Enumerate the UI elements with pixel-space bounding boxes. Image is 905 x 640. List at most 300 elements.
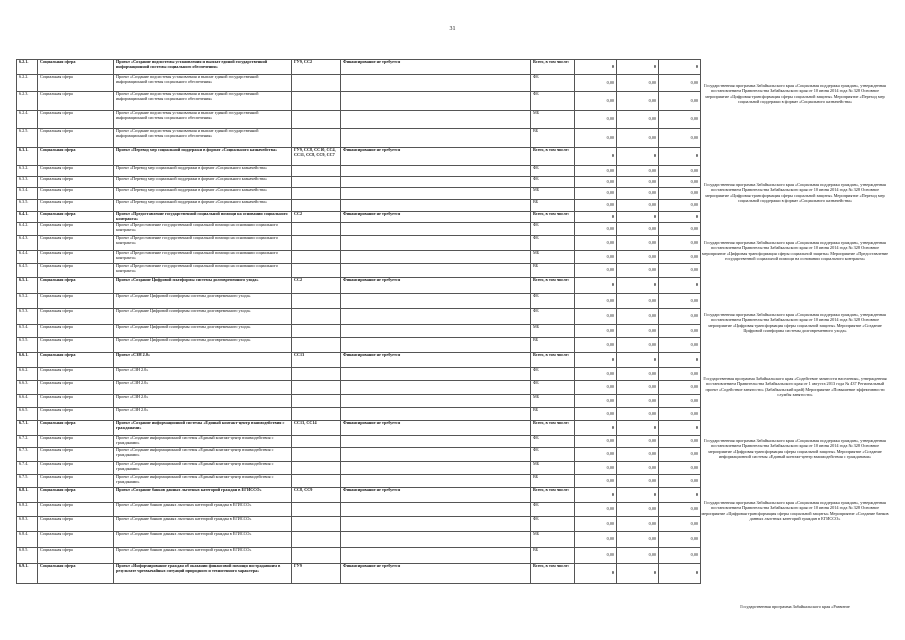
- table-row: [17, 338, 701, 353]
- sphere-cell: Социальная сфера: [38, 200, 114, 212]
- project-cell: Проект «Информирование граждан об оказании финансовой помощи пострадавшим в результате чрезвычайных ситуаций природного и техногенного характера»: [114, 564, 292, 584]
- code-cell: ГУ9, СС2: [292, 60, 341, 75]
- value-cell-2: 0,00: [617, 75, 659, 92]
- sphere-cell: Социальная сфера: [38, 166, 114, 177]
- sphere-cell: Социальная сфера: [38, 503, 114, 517]
- value-cell-1: 0,00: [575, 251, 617, 264]
- value-cell-3: 0,00: [659, 177, 701, 188]
- financing-cell: Финансирование не требуется: [341, 278, 531, 294]
- project-cell: Проект «СЗН 2.0»: [114, 381, 292, 395]
- financing-cell: [341, 368, 531, 381]
- source-cell: ВБ: [531, 475, 575, 488]
- table-row: [17, 325, 701, 338]
- project-cell: Проект «Создание Цифровой платформы системы долговременного ухода»: [114, 278, 292, 294]
- value-cell-2: 0,00: [617, 188, 659, 200]
- project-cell: Проект «Предоставление государственной социальной помощи на основании социального контракта»: [114, 236, 292, 251]
- row-number: 6.4.2.: [17, 223, 38, 236]
- financing-cell: Финансирование не требуется: [341, 353, 531, 368]
- row-number: 6.2.2.: [17, 75, 38, 92]
- value-cell-2: 0,00: [617, 503, 659, 517]
- value-cell-1: 0,00: [575, 188, 617, 200]
- value-cell-1: 0,00: [575, 448, 617, 462]
- financing-cell: [341, 177, 531, 188]
- value-cell-1: 0: [575, 564, 617, 584]
- row-number: 6.8.3.: [17, 517, 38, 532]
- value-cell-1: 0: [575, 148, 617, 166]
- financing-cell: [341, 548, 531, 564]
- table-row: [17, 166, 701, 177]
- value-cell-3: 0,00: [659, 338, 701, 353]
- value-cell-2: 0,00: [617, 111, 659, 129]
- value-cell-3: 0,00: [659, 436, 701, 448]
- table-row: [17, 488, 701, 503]
- source-cell: ФБ: [531, 436, 575, 448]
- value-cell-1: 0,00: [575, 92, 617, 111]
- program-description: Государственная программа Забайкальского края «Социальная поддержка граждан», утвержденная постановлением Правительства Забайкальского края от 10 июня 2014 года № 328 Основное мероприятие «Цифровая трансформация сферы социальной защиты» Мероприятие «Создание банков данных льготных категорий граждан в ЕГИССО»: [701, 500, 889, 521]
- project-cell: Проект «Создание банков данных льготных категорий граждан в ЕГИССО»: [114, 517, 292, 532]
- financing-cell: [341, 338, 531, 353]
- financing-cell: [341, 503, 531, 517]
- source-cell: ВБ: [531, 408, 575, 421]
- project-cell: Проект «Предоставление государственной социальной помощи на основании социального контракта»: [114, 212, 292, 223]
- sphere-cell: Социальная сфера: [38, 475, 114, 488]
- financing-cell: [341, 75, 531, 92]
- sphere-cell: Социальная сфера: [38, 148, 114, 166]
- value-cell-3: 0,00: [659, 251, 701, 264]
- code-cell: [292, 92, 341, 111]
- financing-cell: [341, 475, 531, 488]
- page-number: 31: [449, 26, 456, 32]
- source-cell: ФБ: [531, 75, 575, 92]
- code-cell: СС13: [292, 353, 341, 368]
- code-cell: СС8, СС9: [292, 488, 341, 503]
- sphere-cell: Социальная сфера: [38, 309, 114, 325]
- value-cell-1: 0,00: [575, 381, 617, 395]
- code-cell: [292, 75, 341, 92]
- code-cell: [292, 462, 341, 475]
- program-description: Государственная программа Забайкальского края «Социальная поддержка граждан», утвержденная постановлением Правительства Забайкальского края от 10 июня 2014 года № 328 Основное мероприятие «Цифровая трансформация сферы социальной защиты» Мероприятие «Переход мер социальной поддержки в формат «Социального казначейства»: [704, 83, 886, 104]
- project-cell: Проект «Создание банков данных льготных категорий граждан в ЕГИССО»: [114, 532, 292, 548]
- sphere-cell: Социальная сфера: [38, 92, 114, 111]
- sphere-cell: Социальная сфера: [38, 368, 114, 381]
- row-number: 6.5.3.: [17, 309, 38, 325]
- value-cell-2: 0: [617, 148, 659, 166]
- value-cell-2: 0,00: [617, 264, 659, 278]
- value-cell-1: 0,00: [575, 294, 617, 309]
- row-number: 6.4.1.: [17, 212, 38, 223]
- project-cell: Проект «СЗН 2.0»: [114, 395, 292, 408]
- source-cell: ФБ: [531, 294, 575, 309]
- financing-cell: [341, 223, 531, 236]
- financing-cell: [341, 200, 531, 212]
- table-row: [17, 188, 701, 200]
- financing-cell: [341, 448, 531, 462]
- value-cell-1: 0,00: [575, 111, 617, 129]
- sphere-cell: Социальная сфера: [38, 381, 114, 395]
- value-cell-1: 0: [575, 421, 617, 436]
- financing-cell: [341, 408, 531, 421]
- table-row: [17, 92, 701, 111]
- code-cell: [292, 436, 341, 448]
- row-number: 6.4.3.: [17, 236, 38, 251]
- code-cell: [292, 503, 341, 517]
- value-cell-2: 0,00: [617, 129, 659, 148]
- code-cell: [292, 395, 341, 408]
- sphere-cell: Социальная сфера: [38, 462, 114, 475]
- value-cell-1: 0,00: [575, 436, 617, 448]
- row-number: 6.3.5.: [17, 200, 38, 212]
- project-cell: Проект «Создание информационной системы «Единый контакт-центр взаимодействия с гражданами»: [114, 462, 292, 475]
- value-cell-3: 0,00: [659, 111, 701, 129]
- program-description: Государственная программа Забайкальского края «Социальная поддержка граждан», утвержденная постановлением Правительства Забайкальского края от 10 июня 2014 года № 328 Основное мероприятие «Цифровая трансформация сферы социальной защиты» Мероприятие «Переход мер социальной поддержки в формат «Социального казначейства»: [704, 182, 886, 203]
- value-cell-1: 0: [575, 212, 617, 223]
- sphere-cell: Социальная сфера: [38, 421, 114, 436]
- table-row: [17, 548, 701, 564]
- code-cell: [292, 517, 341, 532]
- value-cell-2: 0,00: [617, 395, 659, 408]
- table-row: [17, 75, 701, 92]
- value-cell-1: 0: [575, 60, 617, 75]
- table-row: [17, 475, 701, 488]
- code-cell: [292, 448, 341, 462]
- row-number: 6.5.2.: [17, 294, 38, 309]
- value-cell-3: 0,00: [659, 475, 701, 488]
- value-cell-1: 0,00: [575, 548, 617, 564]
- value-cell-3: 0: [659, 353, 701, 368]
- sphere-cell: Социальная сфера: [38, 264, 114, 278]
- code-cell: ГУ9, СС8, СС10, СС4, СС11, СС8, СС9, СС7: [292, 148, 341, 166]
- value-cell-2: 0: [617, 278, 659, 294]
- value-cell-3: 0,00: [659, 75, 701, 92]
- value-cell-3: 0,00: [659, 368, 701, 381]
- table-row: [17, 278, 701, 294]
- source-cell: ВБ: [531, 200, 575, 212]
- row-number: 6.3.2.: [17, 166, 38, 177]
- table-row: [17, 309, 701, 325]
- value-cell-3: 0,00: [659, 408, 701, 421]
- value-cell-1: 0,00: [575, 338, 617, 353]
- table-row: [17, 251, 701, 264]
- row-number: 6.9.1.: [17, 564, 38, 584]
- value-cell-1: 0,00: [575, 129, 617, 148]
- code-cell: [292, 338, 341, 353]
- sphere-cell: Социальная сфера: [38, 564, 114, 584]
- row-number: 6.6.3.: [17, 381, 38, 395]
- row-number: 6.2.5.: [17, 129, 38, 148]
- row-number: 6.2.1.: [17, 60, 38, 75]
- source-cell: Всего, в том числе:: [531, 488, 575, 503]
- code-cell: СС13, СС14: [292, 421, 341, 436]
- table-row: [17, 503, 701, 517]
- value-cell-3: 0,00: [659, 188, 701, 200]
- financing-cell: [341, 436, 531, 448]
- sphere-cell: Социальная сфера: [38, 251, 114, 264]
- table-row: [17, 264, 701, 278]
- financing-cell: Финансирование не требуется: [341, 148, 531, 166]
- table-row: [17, 236, 701, 251]
- source-cell: МБ: [531, 462, 575, 475]
- source-cell: ФБ: [531, 177, 575, 188]
- row-number: 6.2.4.: [17, 111, 38, 129]
- value-cell-1: 0,00: [575, 200, 617, 212]
- source-cell: ВБ: [531, 338, 575, 353]
- code-cell: [292, 475, 341, 488]
- code-cell: [292, 129, 341, 148]
- source-cell: ФБ: [531, 92, 575, 111]
- table-row: [17, 148, 701, 166]
- value-cell-3: 0,00: [659, 548, 701, 564]
- source-cell: МБ: [531, 325, 575, 338]
- value-cell-3: 0,00: [659, 462, 701, 475]
- project-cell: Проект «СЗН 2.0»: [114, 368, 292, 381]
- source-cell: МБ: [531, 111, 575, 129]
- value-cell-1: 0,00: [575, 408, 617, 421]
- row-number: 6.7.5.: [17, 475, 38, 488]
- value-cell-1: 0,00: [575, 309, 617, 325]
- table-row: [17, 564, 701, 584]
- row-number: 6.7.1.: [17, 421, 38, 436]
- source-cell: Всего, в том числе:: [531, 421, 575, 436]
- value-cell-2: 0,00: [617, 223, 659, 236]
- row-number: 6.5.1.: [17, 278, 38, 294]
- program-description: Государственная программа Забайкальского края «Содействие занятости населения», утвержденная постановлением Правительства Забайкальского края от 1 августа 2013 года № 437 Региональный проект «Содействие занятости» (Забайкальский край) Мероприятие «Повышение эффективности службы занятости»: [703, 376, 887, 397]
- project-cell: Проект «Создание информационной системы «Единый контакт-центр взаимодействия с гражданами»: [114, 475, 292, 488]
- table-row: [17, 381, 701, 395]
- source-cell: ФБ: [531, 381, 575, 395]
- sphere-cell: Социальная сфера: [38, 395, 114, 408]
- code-cell: [292, 177, 341, 188]
- value-cell-2: 0,00: [617, 166, 659, 177]
- value-cell-3: 0,00: [659, 200, 701, 212]
- sphere-cell: Социальная сфера: [38, 488, 114, 503]
- value-cell-3: 0,00: [659, 294, 701, 309]
- source-cell: ВБ: [531, 548, 575, 564]
- project-cell: Проект «Создание банков данных льготных категорий граждан в ЕГИССО»: [114, 488, 292, 503]
- project-cell: Проект «Создание информационной системы «Единый контакт-центр взаимодействия с гражданами»: [114, 436, 292, 448]
- value-cell-1: 0,00: [575, 395, 617, 408]
- value-cell-3: 0: [659, 421, 701, 436]
- program-description: Государственная программа Забайкальского края «Развитие: [740, 604, 850, 609]
- table-row: [17, 212, 701, 223]
- source-cell: МБ: [531, 188, 575, 200]
- project-cell: Проект «Перевод мер социальной поддержки в формат «Социального казначейства»: [114, 200, 292, 212]
- code-cell: [292, 223, 341, 236]
- value-cell-1: 0,00: [575, 325, 617, 338]
- table-body: [17, 60, 701, 584]
- value-cell-3: 0,00: [659, 223, 701, 236]
- value-cell-3: 0,00: [659, 503, 701, 517]
- row-number: 6.8.4.: [17, 532, 38, 548]
- value-cell-1: 0,00: [575, 517, 617, 532]
- sphere-cell: Социальная сфера: [38, 177, 114, 188]
- program-description: Государственная программа Забайкальского края «Социальная поддержка граждан», утвержденная постановлением Правительства Забайкальского края от 10 июня 2014 года № 328 Основное мероприятие «Цифровая трансформация сферы социальной защиты» Мероприятие «Создание информационной системы «Единый контакт-центр взаимодействия с гражданами»: [704, 438, 886, 459]
- value-cell-2: 0,00: [617, 517, 659, 532]
- row-number: 6.8.2.: [17, 503, 38, 517]
- sphere-cell: Социальная сфера: [38, 223, 114, 236]
- row-number: 6.7.4.: [17, 462, 38, 475]
- financing-cell: [341, 92, 531, 111]
- financing-cell: Финансирование не требуется: [341, 488, 531, 503]
- project-cell: Проект «Предоставление государственной социальной помощи на основании социального контракта»: [114, 223, 292, 236]
- value-cell-2: 0,00: [617, 251, 659, 264]
- value-cell-1: 0: [575, 278, 617, 294]
- sphere-cell: Социальная сфера: [38, 212, 114, 223]
- financing-cell: [341, 325, 531, 338]
- value-cell-1: 0,00: [575, 166, 617, 177]
- project-cell: Проект «Предоставление государственной социальной помощи на основании социального контракта»: [114, 264, 292, 278]
- source-cell: Всего, в том числе:: [531, 564, 575, 584]
- code-cell: [292, 188, 341, 200]
- value-cell-1: 0,00: [575, 532, 617, 548]
- value-cell-3: 0,00: [659, 532, 701, 548]
- table-row: [17, 129, 701, 148]
- value-cell-2: 0,00: [617, 325, 659, 338]
- sphere-cell: Социальная сфера: [38, 236, 114, 251]
- table-row: [17, 408, 701, 421]
- project-cell: Проект «Создание подсистемы установления и выплат единой государственной информационной системы социального обеспечения»: [114, 111, 292, 129]
- value-cell-2: 0,00: [617, 475, 659, 488]
- table-row: [17, 395, 701, 408]
- financing-cell: Финансирование не требуется: [341, 564, 531, 584]
- row-number: 6.7.2.: [17, 436, 38, 448]
- value-cell-3: 0,00: [659, 264, 701, 278]
- project-cell: Проект «СЗН 2.0»: [114, 408, 292, 421]
- financing-cell: [341, 111, 531, 129]
- financing-cell: [341, 309, 531, 325]
- source-cell: ФБ: [531, 517, 575, 532]
- source-cell: ВБ: [531, 129, 575, 148]
- source-cell: ФБ: [531, 309, 575, 325]
- row-number: 6.7.3.: [17, 448, 38, 462]
- row-number: 6.8.1.: [17, 488, 38, 503]
- code-cell: ГУ9: [292, 564, 341, 584]
- row-number: 6.6.5.: [17, 408, 38, 421]
- sphere-cell: Социальная сфера: [38, 111, 114, 129]
- row-number: 6.4.5.: [17, 264, 38, 278]
- row-number: 6.6.4.: [17, 395, 38, 408]
- value-cell-2: 0,00: [617, 548, 659, 564]
- table-row: [17, 111, 701, 129]
- value-cell-1: 0,00: [575, 503, 617, 517]
- value-cell-3: 0: [659, 148, 701, 166]
- sphere-cell: Социальная сфера: [38, 408, 114, 421]
- financing-cell: [341, 462, 531, 475]
- value-cell-3: 0,00: [659, 129, 701, 148]
- code-cell: [292, 368, 341, 381]
- table-row: [17, 223, 701, 236]
- value-cell-1: 0,00: [575, 475, 617, 488]
- value-cell-1: 0,00: [575, 368, 617, 381]
- sphere-cell: Социальная сфера: [38, 188, 114, 200]
- value-cell-1: 0,00: [575, 223, 617, 236]
- value-cell-2: 0: [617, 212, 659, 223]
- program-description: Государственная программа Забайкальского края «Социальная поддержка граждан», утвержденная постановлением Правительства Забайкальского края от 10 июня 2014 года № 328 Основное мероприятие «Цифровая трансформация сферы социальной защиты» Мероприятие «Создание Цифровой платформы системы долговременного ухода»: [704, 312, 886, 333]
- source-cell: ФБ: [531, 448, 575, 462]
- code-cell: [292, 200, 341, 212]
- source-cell: Всего, в том числе:: [531, 212, 575, 223]
- value-cell-3: 0,00: [659, 236, 701, 251]
- value-cell-2: 0,00: [617, 177, 659, 188]
- code-cell: СС2: [292, 278, 341, 294]
- source-cell: ФБ: [531, 503, 575, 517]
- financing-cell: Финансирование не требуется: [341, 421, 531, 436]
- financing-cell: [341, 532, 531, 548]
- value-cell-1: 0,00: [575, 236, 617, 251]
- value-cell-3: 0,00: [659, 92, 701, 111]
- financing-cell: [341, 236, 531, 251]
- table-row: [17, 353, 701, 368]
- code-cell: [292, 381, 341, 395]
- value-cell-2: 0,00: [617, 92, 659, 111]
- source-cell: МБ: [531, 251, 575, 264]
- row-number: 6.6.2.: [17, 368, 38, 381]
- row-number: 6.3.4.: [17, 188, 38, 200]
- financing-cell: Финансирование не требуется: [341, 212, 531, 223]
- project-cell: Проект «Перевод мер социальной поддержки в формат «Социального казначейства»: [114, 166, 292, 177]
- source-cell: ВБ: [531, 264, 575, 278]
- value-cell-3: 0,00: [659, 517, 701, 532]
- row-number: 6.6.1.: [17, 353, 38, 368]
- value-cell-1: 0,00: [575, 264, 617, 278]
- code-cell: [292, 532, 341, 548]
- financing-cell: [341, 264, 531, 278]
- source-cell: Всего, в том числе:: [531, 353, 575, 368]
- code-cell: [292, 548, 341, 564]
- source-cell: ФБ: [531, 223, 575, 236]
- project-cell: Проект «Перевод мер социальной поддержки в формат «Социального казначейства»: [114, 148, 292, 166]
- financing-cell: [341, 188, 531, 200]
- project-cell: Проект «Создание Цифровой платформы системы долговременного ухода»: [114, 325, 292, 338]
- table-row: [17, 368, 701, 381]
- value-cell-2: 0,00: [617, 462, 659, 475]
- code-cell: [292, 236, 341, 251]
- financing-cell: [341, 166, 531, 177]
- sphere-cell: Социальная сфера: [38, 278, 114, 294]
- code-cell: [292, 264, 341, 278]
- code-cell: [292, 251, 341, 264]
- value-cell-2: 0,00: [617, 236, 659, 251]
- value-cell-3: 0: [659, 488, 701, 503]
- code-cell: [292, 166, 341, 177]
- code-cell: [292, 294, 341, 309]
- project-cell: Проект «Предоставление государственной социальной помощи на основании социального контракта»: [114, 251, 292, 264]
- code-cell: [292, 111, 341, 129]
- value-cell-2: 0,00: [617, 200, 659, 212]
- table-row: [17, 177, 701, 188]
- project-cell: Проект «Перевод мер социальной поддержки в формат «Социального казначейства»: [114, 177, 292, 188]
- program-description: Государственная программа Забайкальского края «Социальная поддержка граждан», утвержденная постановлением Правительства Забайкальского края от 10 июня 2014 года № 328 Основное мероприятие «Цифровая трансформация сферы социальной защиты» Мероприятие «Предоставление государственной социальной помощи на основании социального контракта»: [701, 240, 889, 261]
- sphere-cell: Социальная сфера: [38, 517, 114, 532]
- financing-cell: Финансирование не требуется: [341, 60, 531, 75]
- value-cell-1: 0,00: [575, 462, 617, 475]
- table-row: [17, 462, 701, 475]
- value-cell-2: 0,00: [617, 338, 659, 353]
- project-cell: Проект «Создание банков данных льготных категорий граждан в ЕГИССО»: [114, 548, 292, 564]
- table-row: [17, 421, 701, 436]
- value-cell-3: 0: [659, 212, 701, 223]
- value-cell-2: 0: [617, 60, 659, 75]
- sphere-cell: Социальная сфера: [38, 448, 114, 462]
- value-cell-2: 0,00: [617, 294, 659, 309]
- project-cell: Проект «Создание Цифровой платформы системы долговременного ухода»: [114, 338, 292, 353]
- value-cell-1: 0,00: [575, 75, 617, 92]
- project-cell: Проект «Перевод мер социальной поддержки в формат «Социального казначейства»: [114, 188, 292, 200]
- financing-cell: [341, 517, 531, 532]
- value-cell-3: 0,00: [659, 395, 701, 408]
- row-number: 6.5.4.: [17, 325, 38, 338]
- value-cell-3: 0,00: [659, 448, 701, 462]
- financing-cell: [341, 251, 531, 264]
